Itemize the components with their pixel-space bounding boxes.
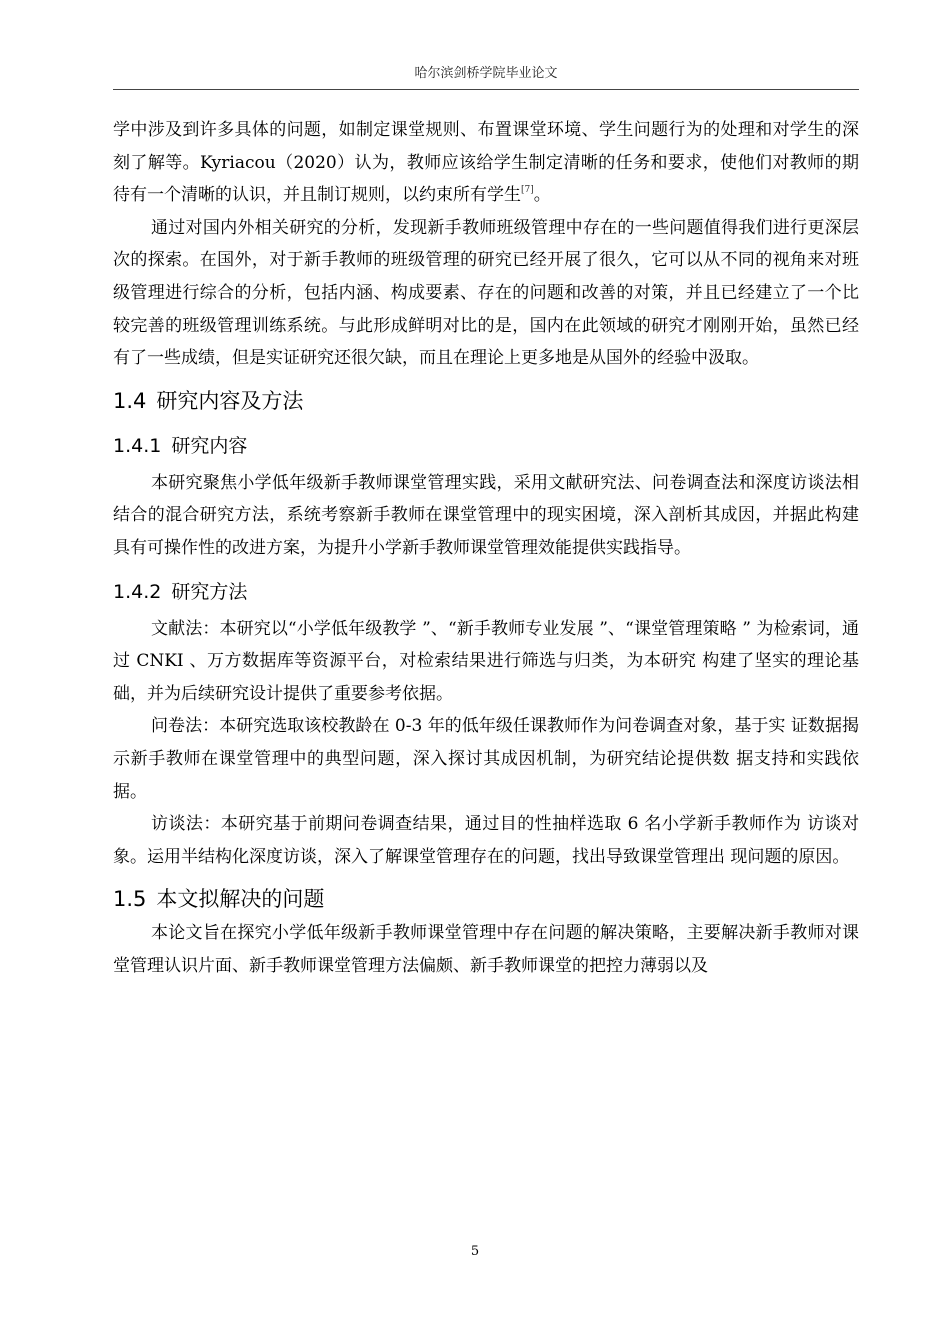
page-number: 5	[470, 1244, 480, 1259]
section-title: 研究内容及方法	[156, 388, 304, 413]
paragraph-continuation	[113, 114, 859, 212]
paragraph-research-content: 本研究聚焦小学低年级新手教师课堂管理实践，采用文献研究法、问卷调查法和深度访谈法相结合的混合研究方法，系统考察新手教师在课堂管理中的现实困境，深入剖析其成因，并据此构建具有可操作性的改进方案，为提升小学新手教师课堂管理效能提供实践指导。	[113, 472, 859, 558]
subsection-number: 1.4.1	[113, 434, 162, 457]
subsection-number: 1.4.2	[113, 580, 162, 603]
subsection-heading-1-4-2	[113, 575, 859, 609]
document-body	[113, 114, 859, 982]
section-number: 1.5	[113, 887, 147, 912]
paragraph-text-end: 。	[533, 185, 551, 206]
subsection-title: 研究内容	[171, 434, 248, 457]
paragraph-questionnaire-method: 问卷法：本研究选取该校教龄在 0-3 年的低年级任课教师作为问卷调查对象，基于实 证数据揭示新手教师在课堂管理中的典型问题，深入探讨其成因机制，为研究结论提供数 据支持和实践依据。	[113, 716, 859, 802]
section-heading-1-4	[113, 383, 859, 419]
paragraph-research-analysis: 通过对国内外相关研究的分析，发现新手教师班级管理中存在的一些问题值得我们进行更深层次的探索。在国外，对于新手教师的班级管理的研究已经开展了很久，它可以从不同的视角来对班级管理进行综合的分析，包括内涵、构成要素、存在的问题和改善的对策，并且已经建立了一个比较完善的班级管理训练系统。与此形成鲜明对比的是，国内在此领域的研究才刚刚开始，虽然已经有了一些成绩，但是实证研究还很欠缺，而且在理论上更多地是从国外的经验中汲取。	[113, 217, 859, 369]
section-number: 1.4	[113, 388, 147, 413]
subsection-title: 研究方法	[171, 580, 248, 603]
section-heading-1-5	[113, 881, 859, 917]
paragraph-interview-method: 访谈法：本研究基于前期问卷调查结果，通过目的性抽样选取 6 名小学新手教师作为 访谈对象。运用半结构化深度访谈，深入了解课堂管理存在的问题，找出导致课堂管理出 现问题的原因。	[113, 814, 859, 867]
running-header: 哈尔滨剑桥学院毕业论文	[414, 66, 558, 81]
citation-marker: [7]	[521, 185, 534, 196]
paragraph-literature-method: 文献法：本研究以“小学低年级教学 ”、“新手教师专业发展 ”、“课堂管理策略 ” 为检索词，通过 CNKI 、万方数据库等资源平台，对检索结果进行筛选与归类，为本研究 构建了坚实的理论基础，并为后续研究设计提供了重要参考依据。	[113, 618, 859, 704]
subsection-heading-1-4-1	[113, 429, 859, 463]
paragraph-text: 学中涉及到许多具体的问题，如制定课堂规则、布置课堂环境、学生问题行为的处理和对学生的深刻了解等。Kyriacou（2020）认为，教师应该给学生制定清晰的任务和要求，使他们对教师的期待有一个清晰的认识，并且制订规则，以约束所有学生	[113, 120, 859, 206]
paragraph-problems-to-solve: 本论文旨在探究小学低年级新手教师课堂管理中存在问题的解决策略，主要解决新手教师对课堂管理认识片面、新手教师课堂管理方法偏颇、新手教师课堂的把控力薄弱以及	[113, 923, 859, 976]
section-title: 本文拟解决的问题	[156, 887, 325, 912]
header-rule	[113, 89, 859, 90]
